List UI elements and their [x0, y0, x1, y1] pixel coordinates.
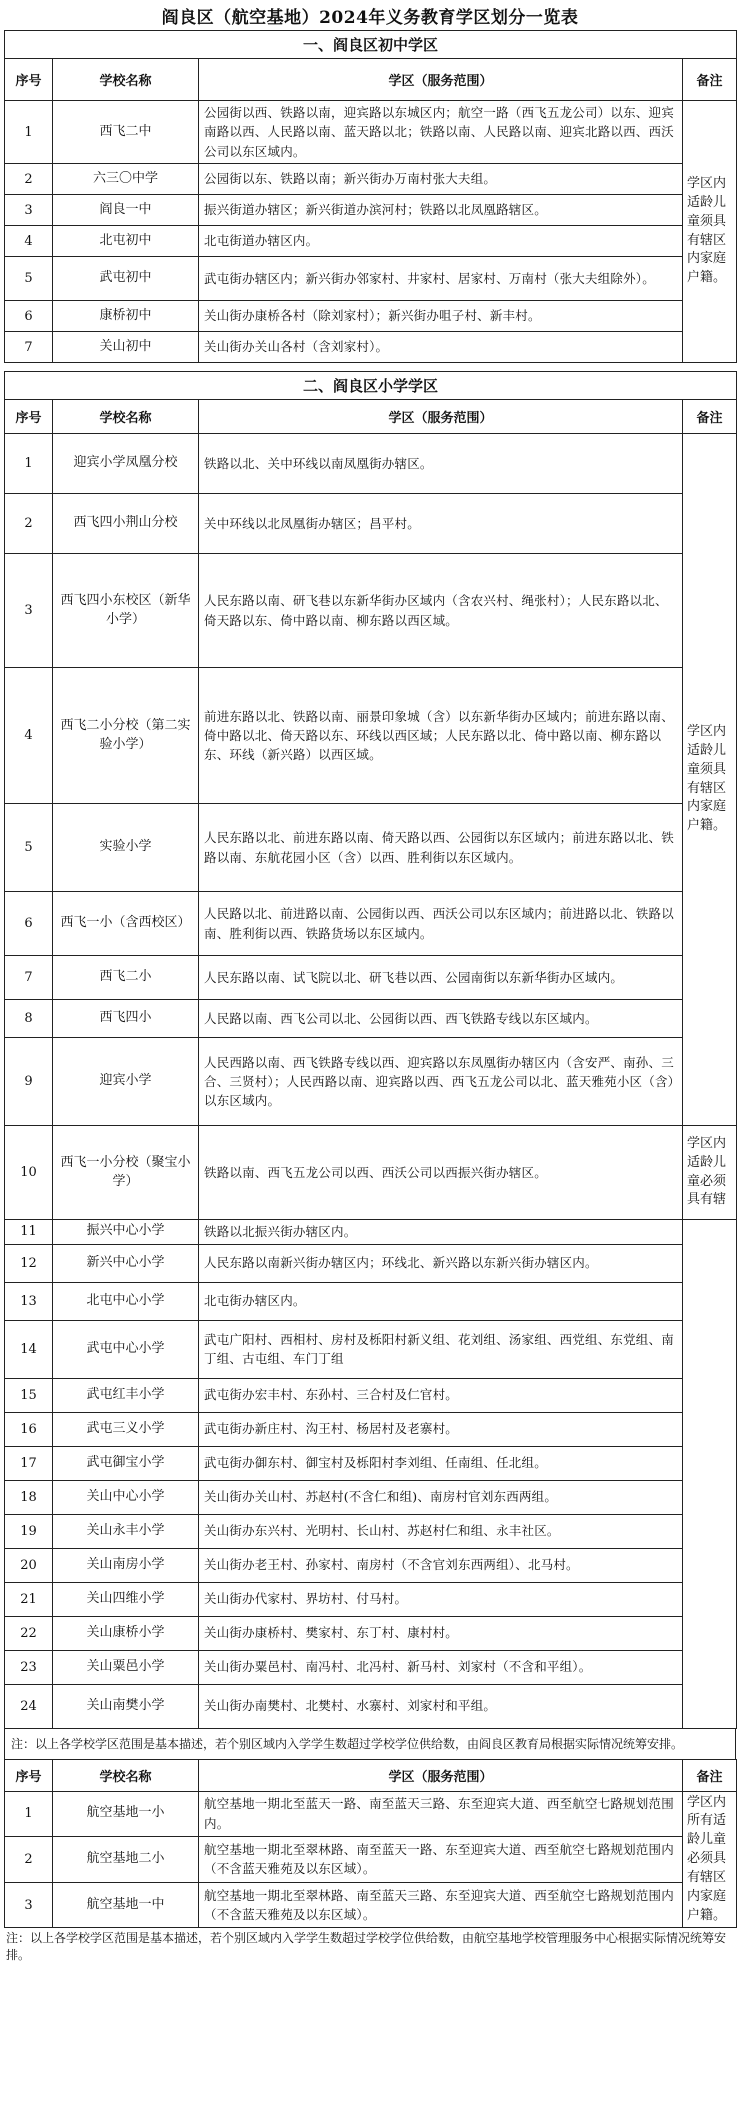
table-row	[5, 101, 737, 164]
table-row	[5, 1126, 737, 1220]
service-area: 铁路以北振兴街办辖区内。	[199, 1220, 683, 1244]
school-name: 新兴中心小学	[53, 1244, 199, 1282]
row-number: 2	[5, 1837, 53, 1883]
school-name: 阎良一中	[53, 195, 199, 226]
school-name: 迎宾小学凤凰分校	[53, 434, 199, 494]
school-name: 航空基地二小	[53, 1837, 199, 1883]
service-area: 人民东路以南、研飞巷以东新华街办区域内（含农兴村、绳张村）；人民东路以北、倚天路以东、倚中路以南、柳东路以西区域。	[199, 554, 683, 668]
school-name: 六三〇中学	[53, 164, 199, 195]
school-name: 西飞一小（含西校区）	[53, 892, 199, 956]
row-number: 16	[5, 1412, 53, 1446]
row-number: 10	[5, 1126, 53, 1220]
service-area: 人民路以北、前进路以南、公园街以西、西沃公司以东区域内；前进路以北、铁路以南、胜利街以西、铁路货场以东区域内。	[199, 892, 683, 956]
table-row	[5, 1684, 737, 1728]
row-number: 23	[5, 1650, 53, 1684]
service-area: 武屯街办辖区内；新兴街办邻家村、井家村、居家村、万南村（张大夫组除外）。	[199, 257, 683, 301]
header-no: 序号	[5, 1759, 53, 1791]
service-area: 关山街办老王村、孙家村、南房村（不含官刘东西两组）、北马村。	[199, 1548, 683, 1582]
section-title-row	[5, 372, 737, 400]
header-school: 学校名称	[53, 1759, 199, 1791]
service-area: 关山街办康桥各村（除刘家村）；新兴街办咀子村、新丰村。	[199, 301, 683, 332]
row-number: 3	[5, 195, 53, 226]
school-name: 关山粟邑小学	[53, 1650, 199, 1684]
row-number: 7	[5, 332, 53, 363]
school-name: 关山康桥小学	[53, 1616, 199, 1650]
service-area: 振兴街道办辖区；新兴街道办滨河村；铁路以北凤凰路辖区。	[199, 195, 683, 226]
service-area: 关中环线以北凤凰街办辖区；昌平村。	[199, 494, 683, 554]
section-title: 二、阎良区小学学区	[5, 372, 737, 400]
row-number: 14	[5, 1320, 53, 1378]
school-name: 武屯三义小学	[53, 1412, 199, 1446]
school-name: 航空基地一中	[53, 1882, 199, 1928]
school-name: 西飞四小东校区（新华小学）	[53, 554, 199, 668]
row-number: 4	[5, 226, 53, 257]
table-row	[5, 1650, 737, 1684]
section-title: 一、阎良区初中学区	[5, 31, 737, 59]
table-row	[5, 164, 737, 195]
school-name: 关山中心小学	[53, 1480, 199, 1514]
table-row	[5, 1616, 737, 1650]
remark: 学区内适龄儿童须具有辖区内家庭户籍。	[683, 101, 737, 363]
service-area: 关山街办关山各村（含刘家村）。	[199, 332, 683, 363]
school-name: 关山初中	[53, 332, 199, 363]
school-name: 北屯初中	[53, 226, 199, 257]
table-row	[5, 1514, 737, 1548]
table-row	[5, 956, 737, 1000]
table-row	[5, 1320, 737, 1378]
row-number: 6	[5, 892, 53, 956]
header-row	[5, 59, 737, 101]
service-area: 关山街办东兴村、光明村、长山村、苏赵村仁和组、永丰社区。	[199, 1514, 683, 1548]
school-name: 航空基地一小	[53, 1791, 199, 1837]
table-row	[5, 1038, 737, 1126]
service-area: 关山街办康桥村、樊家村、东丁村、康村村。	[199, 1616, 683, 1650]
school-name: 实验小学	[53, 804, 199, 892]
header-no: 序号	[5, 400, 53, 434]
service-area: 人民东路以南、试飞院以北、研飞巷以西、公园南街以东新华街办区域内。	[199, 956, 683, 1000]
service-area: 北屯街办辖区内。	[199, 1282, 683, 1320]
table-row	[5, 1791, 737, 1837]
header-note: 备注	[683, 59, 737, 101]
table-row	[5, 195, 737, 226]
service-area: 人民东路以南新兴街办辖区内；环线北、新兴路以东新兴街办辖区内。	[199, 1244, 683, 1282]
header-school: 学校名称	[53, 400, 199, 434]
header-note: 备注	[683, 400, 737, 434]
service-area: 人民西路以南、西飞铁路专线以西、迎宾路以东凤凰街办辖区内（含安严、南孙、三合、三贤村）；人民西路以南、迎宾路以西、西飞五龙公司以北、蓝天雅苑小区（含）以东区域内。	[199, 1038, 683, 1126]
school-name: 关山永丰小学	[53, 1514, 199, 1548]
service-area: 铁路以北、关中环线以南凤凰街办辖区。	[199, 434, 683, 494]
remark-blank	[683, 1220, 737, 1728]
row-number: 18	[5, 1480, 53, 1514]
row-number: 1	[5, 434, 53, 494]
row-number: 13	[5, 1282, 53, 1320]
school-name: 振兴中心小学	[53, 1220, 199, 1244]
service-area: 关山街办粟邑村、南冯村、北冯村、新马村、刘家村（不含和平组）。	[199, 1650, 683, 1684]
row-number: 8	[5, 1000, 53, 1038]
table-row	[5, 1244, 737, 1282]
table-row	[5, 804, 737, 892]
table-row	[5, 1548, 737, 1582]
service-area: 公园街以西、铁路以南，迎宾路以东城区内；航空一路（西飞五龙公司）以东、迎宾南路以西、人民路以南、蓝天路以北；铁路以南、人民路以南、迎宾北路以西、西沃公司以东区域内。	[199, 101, 683, 164]
table-row	[5, 1412, 737, 1446]
service-area: 人民东路以北、前进东路以南、倚天路以西、公园街以东区域内；前进东路以北、铁路以南、东航花园小区（含）以西、胜利街以东区域内。	[199, 804, 683, 892]
school-name: 西飞四小荆山分校	[53, 494, 199, 554]
row-number: 2	[5, 494, 53, 554]
service-area: 武屯街办新庄村、沟王村、杨居村及老寨村。	[199, 1412, 683, 1446]
table-row	[5, 1220, 737, 1244]
table-row	[5, 301, 737, 332]
table-row	[5, 1480, 737, 1514]
school-name: 西飞一小分校（聚宝小学）	[53, 1126, 199, 1220]
table-row	[5, 1882, 737, 1928]
row-number: 7	[5, 956, 53, 1000]
school-name: 关山南房小学	[53, 1548, 199, 1582]
row-number: 4	[5, 668, 53, 804]
row-number: 9	[5, 1038, 53, 1126]
school-name: 武屯御宝小学	[53, 1446, 199, 1480]
school-name: 西飞二中	[53, 101, 199, 164]
service-area: 武屯街办宏丰村、东孙村、三合村及仁官村。	[199, 1378, 683, 1412]
aviation-base-table	[4, 1759, 737, 1929]
table-row	[5, 1446, 737, 1480]
service-area: 航空基地一期北至翠林路、南至蓝天一路、东至迎宾大道、西至航空七路规划范围内（不含蓝天雅苑及以东区域）。	[199, 1837, 683, 1883]
row-number: 15	[5, 1378, 53, 1412]
table-row	[5, 892, 737, 956]
row-number: 5	[5, 257, 53, 301]
service-area: 人民路以南、西飞公司以北、公园街以西、西飞铁路专线以东区域内。	[199, 1000, 683, 1038]
service-area: 铁路以南、西飞五龙公司以西、西沃公司以西振兴街办辖区。	[199, 1126, 683, 1220]
header-row	[5, 400, 737, 434]
school-name: 武屯初中	[53, 257, 199, 301]
row-number: 19	[5, 1514, 53, 1548]
row-number: 3	[5, 1882, 53, 1928]
service-area: 航空基地一期北至翠林路、南至蓝天三路、东至迎宾大道、西至航空七路规划范围内（不含蓝天雅苑及以东区域）。	[199, 1882, 683, 1928]
row-number: 12	[5, 1244, 53, 1282]
row-number: 11	[5, 1220, 53, 1244]
row-number: 20	[5, 1548, 53, 1582]
table-row	[5, 494, 737, 554]
table-row	[5, 226, 737, 257]
header-no: 序号	[5, 59, 53, 101]
header-school: 学校名称	[53, 59, 199, 101]
service-area: 关山街办南樊村、北樊村、水寨村、刘家村和平组。	[199, 1684, 683, 1728]
document-title: 阎良区（航空基地）2024年义务教育学区划分一览表	[161, 7, 579, 28]
school-name: 西飞二小	[53, 956, 199, 1000]
service-area: 公园街以东、铁路以南；新兴街办万南村张大夫组。	[199, 164, 683, 195]
header-area: 学区（服务范围）	[199, 400, 683, 434]
school-name: 武屯红丰小学	[53, 1378, 199, 1412]
row-number: 5	[5, 804, 53, 892]
school-name: 北屯中心小学	[53, 1282, 199, 1320]
school-name: 西飞四小	[53, 1000, 199, 1038]
row-number: 17	[5, 1446, 53, 1480]
row-number: 21	[5, 1582, 53, 1616]
row-number: 1	[5, 1791, 53, 1837]
school-name: 康桥初中	[53, 301, 199, 332]
section-title-row	[5, 31, 737, 59]
remark: 学区内所有适龄儿童必须具有辖区内家庭户籍。	[683, 1791, 737, 1928]
row-number: 24	[5, 1684, 53, 1728]
table-row	[5, 1837, 737, 1883]
header-area: 学区（服务范围）	[199, 59, 683, 101]
service-area: 武屯广阳村、西相村、房村及栎阳村新义组、花刘组、汤家组、西党组、东党组、南丁组、古屯组、车门丁组	[199, 1320, 683, 1378]
header-area: 学区（服务范围）	[199, 1759, 683, 1791]
service-area: 武屯街办御东村、御宝村及栎阳村李刘组、任南组、任北组。	[199, 1446, 683, 1480]
row-number: 3	[5, 554, 53, 668]
primary-school-table	[4, 371, 737, 1728]
table-row	[5, 1582, 737, 1616]
table-row	[5, 554, 737, 668]
section-gap	[4, 363, 736, 371]
row-number: 1	[5, 101, 53, 164]
remark: 学区内适龄儿童须具有辖区内家庭户籍。	[683, 434, 737, 1126]
row-number: 6	[5, 301, 53, 332]
table-row	[5, 1000, 737, 1038]
footnote-primary: 注：以上各学校学区范围是基本描述，若个别区域内入学学生数超过学校学位供给数，由阎良区教育局根据实际情况统筹安排。	[4, 1729, 736, 1759]
table-row	[5, 1282, 737, 1320]
service-area: 关山街办代家村、界坊村、付马村。	[199, 1582, 683, 1616]
remark: 学区内适龄儿童必须具有辖	[683, 1126, 737, 1220]
table-row	[5, 257, 737, 301]
middle-school-table	[4, 30, 737, 363]
school-name: 武屯中心小学	[53, 1320, 199, 1378]
table-row	[5, 434, 737, 494]
row-number: 2	[5, 164, 53, 195]
header-row	[5, 1759, 737, 1791]
school-name: 迎宾小学	[53, 1038, 199, 1126]
header-note: 备注	[683, 1759, 737, 1791]
service-area: 前进东路以北、铁路以南、丽景印象城（含）以东新华街办区域内；前进东路以南、倚中路以北、倚天路以东、环线以西区域；人民东路以北、倚中路以南、柳东路以东、环线（新兴路）以西区域。	[199, 668, 683, 804]
school-name: 关山四维小学	[53, 1582, 199, 1616]
footnote-aviation: 注：以上各学校学区范围是基本描述，若个别区域内入学学生数超过学校学位供给数，由航空基地学校管理服务中心根据实际情况统筹安排。	[6, 1931, 727, 1962]
table-row	[5, 1378, 737, 1412]
table-row	[5, 332, 737, 363]
service-area: 关山街办关山村、苏赵村(不含仁和组)、南房村官刘东西两组。	[199, 1480, 683, 1514]
service-area: 航空基地一期北至蓝天一路、南至蓝天三路、东至迎宾大道、西至航空七路规划范围内。	[199, 1791, 683, 1837]
school-name: 西飞二小分校（第二实验小学）	[53, 668, 199, 804]
table-row	[5, 668, 737, 804]
school-name: 关山南樊小学	[53, 1684, 199, 1728]
service-area: 北屯街道办辖区内。	[199, 226, 683, 257]
row-number: 22	[5, 1616, 53, 1650]
